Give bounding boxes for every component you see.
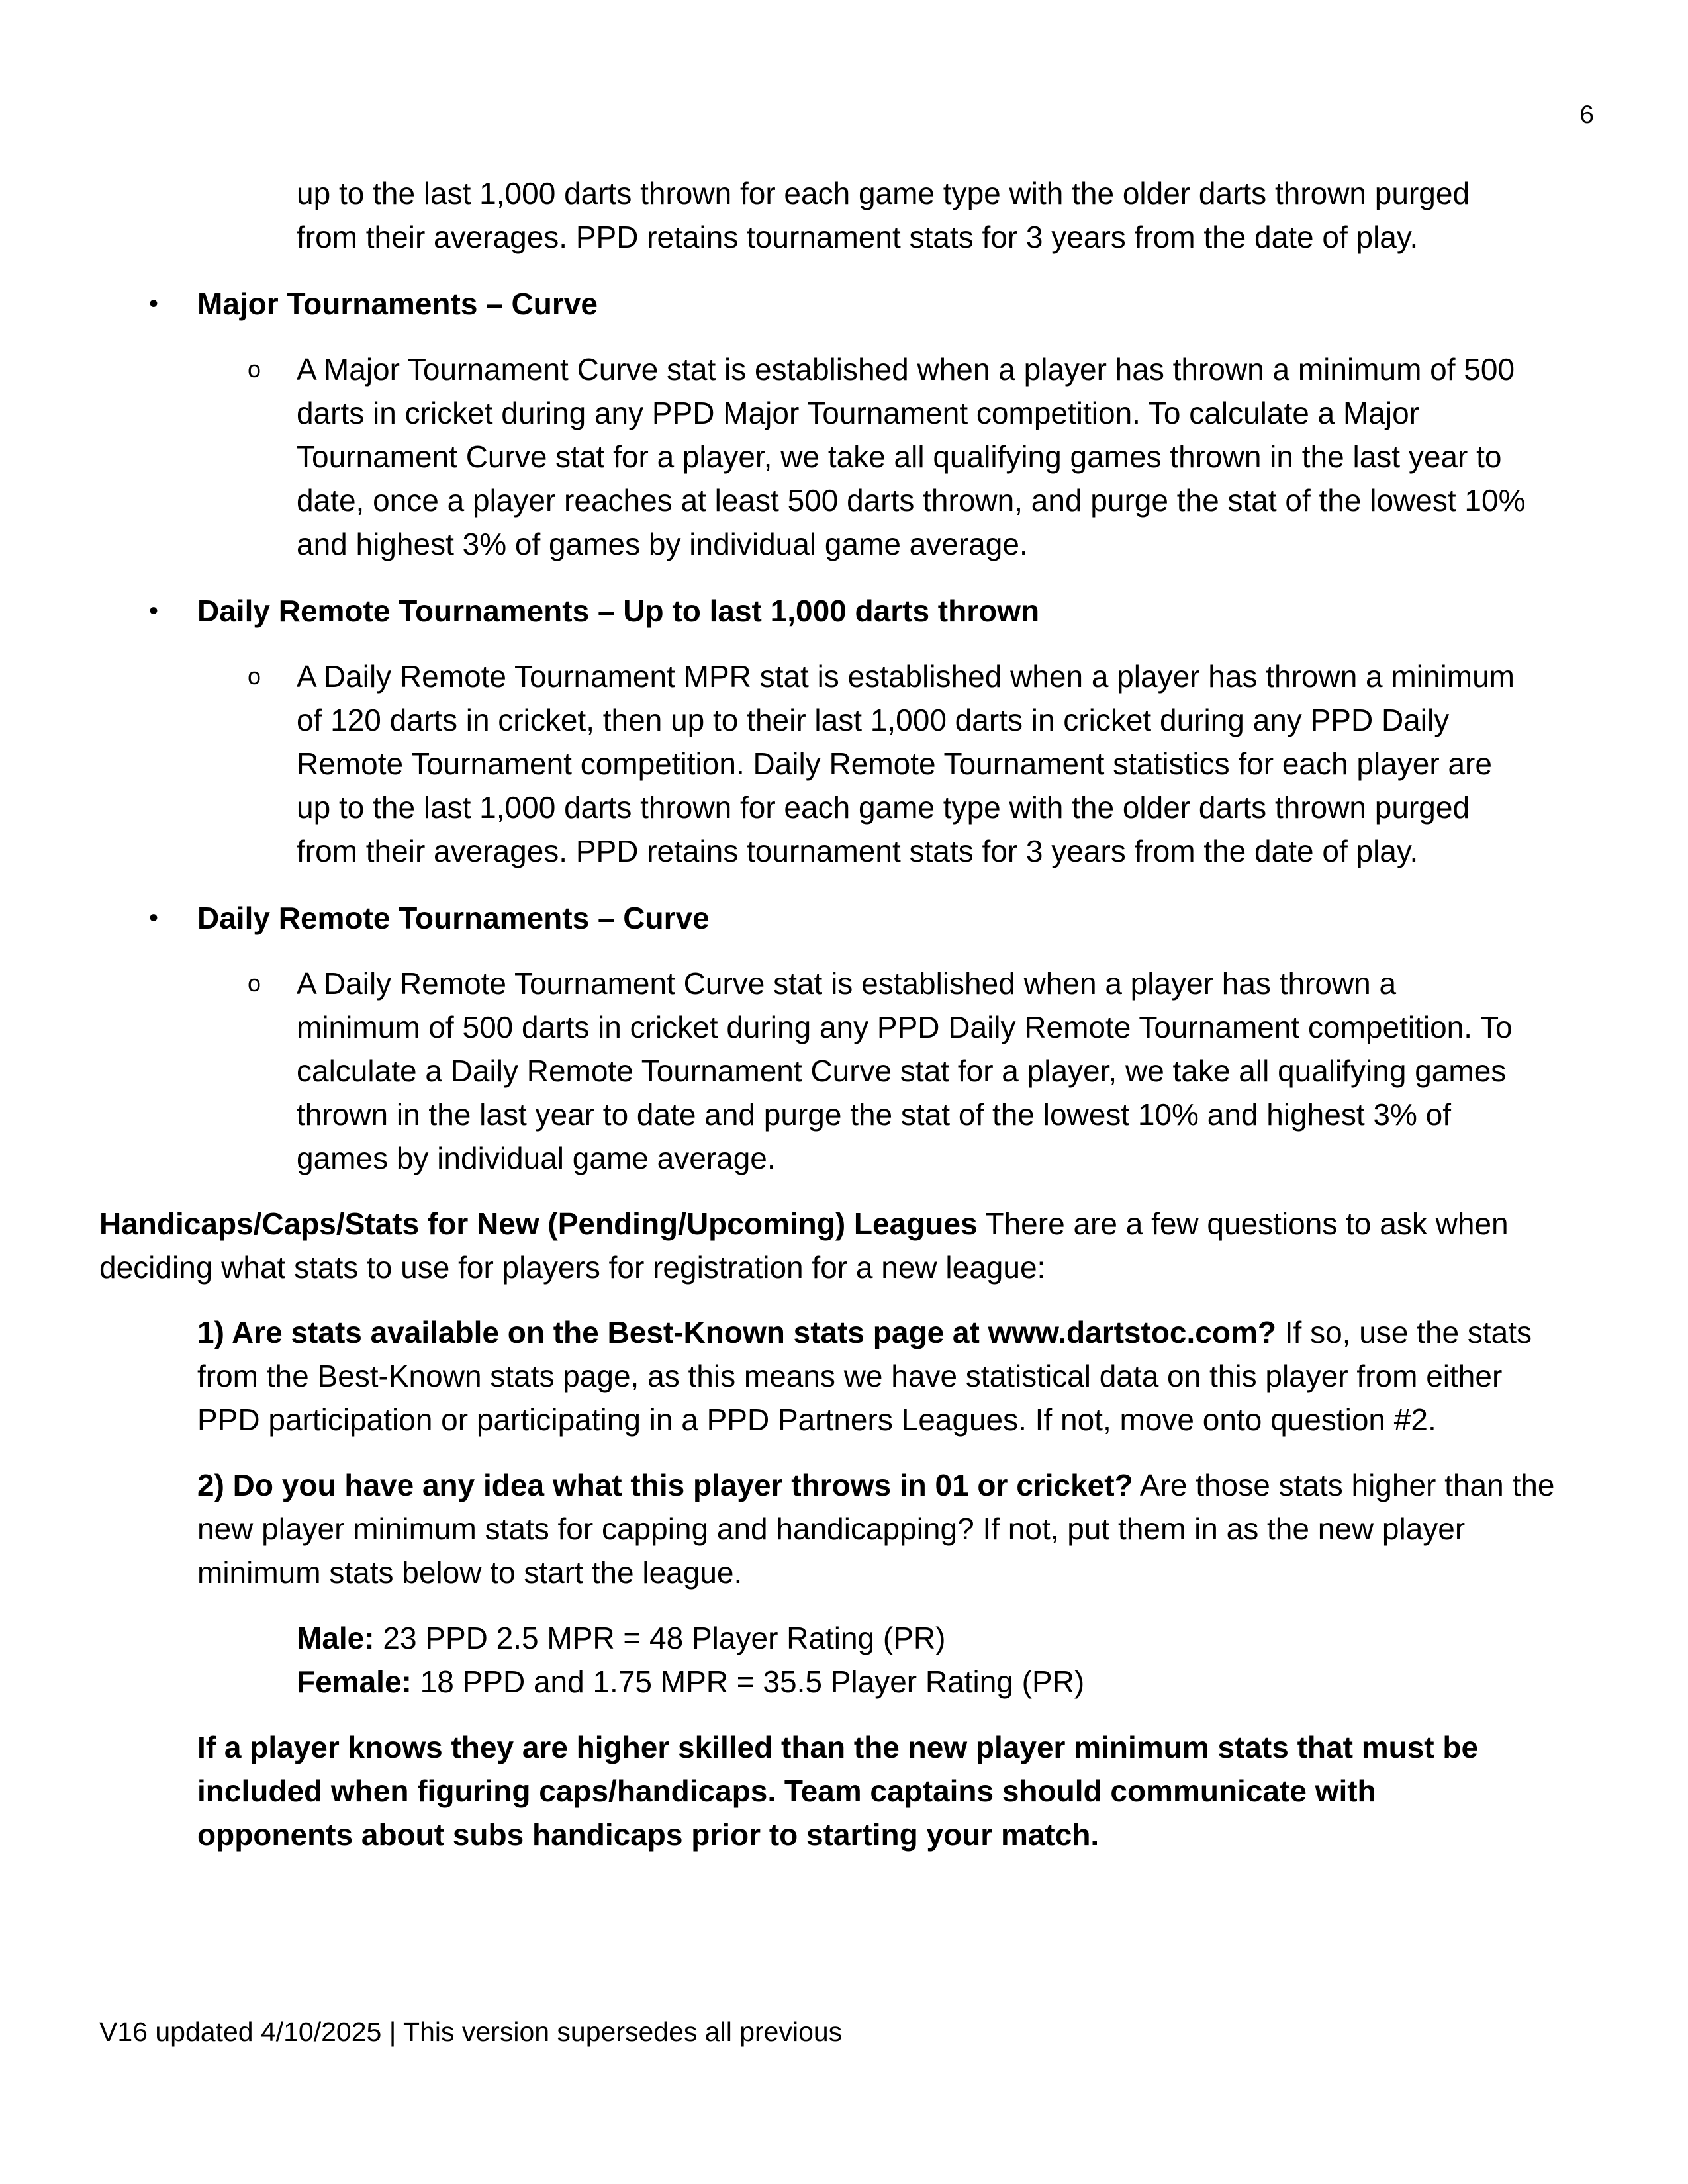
section-line: minimum of 500 darts in cricket during any PPD Daily Remote Tournament competition. To [297, 1010, 1513, 1044]
section-line: darts in cricket during any PPD Major Tournament competition. To calculate a Major [297, 396, 1419, 430]
question-1-line: from the Best-Known stats page, as this means we have statistical data on this player from either [197, 1359, 1503, 1393]
section-heading [197, 589, 1039, 633]
handicaps-line: deciding what stats to use for players for registration for a new league: [99, 1250, 1046, 1285]
section-line: date, once a player reaches at least 500 darts thrown, and purge the stat of the lowest 10% [297, 483, 1526, 518]
female-value: 18 PPD and 1.75 MPR = 35.5 Player Rating (PR) [411, 1664, 1085, 1699]
bullet-icon: • [149, 289, 159, 318]
section-line: of 120 darts in cricket, then up to their last 1,000 darts in cricket during any PPD Daily [297, 703, 1450, 737]
female-minimum [297, 1660, 1084, 1704]
section-line: up to the last 1,000 darts thrown for each game type with the older darts thrown purged [297, 790, 1470, 825]
handicaps-paragraph [99, 1202, 1509, 1246]
section-line: A Daily Remote Tournament MPR stat is established when a player has thrown a minimum [297, 659, 1515, 694]
question-2-line: minimum stats below to start the league. [197, 1555, 743, 1590]
note-line: included when figuring caps/handicaps. Team captains should communicate with [197, 1774, 1376, 1808]
section-heading-text: Daily Remote Tournaments – Curve [197, 901, 710, 935]
question-2-text: Are those stats higher than the [1133, 1468, 1555, 1502]
section-line: A Daily Remote Tournament Curve stat is established when a player has thrown a [297, 966, 1397, 1001]
section-heading-text: Daily Remote Tournaments – Up to last 1,000 darts thrown [197, 594, 1040, 628]
question-2-line: new player minimum stats for capping and handicapping? If not, put them in as the new player [197, 1512, 1466, 1546]
section-line: thrown in the last year to date and purge the stat of the lowest 10% and highest 3% of [297, 1097, 1452, 1132]
female-label: Female: [297, 1664, 412, 1699]
section-heading [197, 896, 710, 940]
section-line: and highest 3% of games by individual game average. [297, 527, 1028, 561]
note-line: If a player knows they are higher skilled than the new player minimum stats that must be [197, 1730, 1479, 1764]
circle-bullet-icon: o [248, 662, 261, 690]
intro-line: from their averages. PPD retains tournament stats for 3 years from the date of play. [297, 220, 1419, 254]
circle-bullet-icon: o [248, 355, 261, 383]
section-line: Tournament Curve stat for a player, we take all qualifying games thrown in the last year to [297, 439, 1502, 474]
question-1-line: PPD participation or participating in a PPD Partners Leagues. If not, move onto question #2. [197, 1402, 1436, 1437]
male-value: 23 PPD 2.5 MPR = 48 Player Rating (PR) [374, 1621, 946, 1655]
question-1 [197, 1310, 1532, 1354]
footer: V16 updated 4/10/2025 | This version supersedes all previous [99, 2017, 843, 2047]
question-1-text: If so, use the stats [1276, 1315, 1532, 1349]
male-label: Male: [297, 1621, 375, 1655]
bullet-icon: • [149, 596, 159, 625]
section-line: games by individual game average. [297, 1141, 776, 1175]
section-line: Remote Tournament competition. Daily Remote Tournament statistics for each player are [297, 747, 1492, 781]
handicaps-heading: Handicaps/Caps/Stats for New (Pending/Upcoming) Leagues [99, 1206, 978, 1241]
section-heading [197, 282, 598, 326]
male-minimum [297, 1616, 945, 1660]
bullet-icon: • [149, 903, 159, 933]
page-number: 6 [1579, 101, 1594, 129]
question-2 [197, 1463, 1554, 1507]
section-line: calculate a Daily Remote Tournament Curve stat for a player, we take all qualifying games [297, 1054, 1507, 1088]
section-heading-text: Major Tournaments – Curve [197, 287, 598, 321]
question-1-bold: 1) Are stats available on the Best-Known stats page at www.dartstoc.com? [197, 1315, 1276, 1349]
intro-line: up to the last 1,000 darts thrown for each game type with the older darts thrown purged [297, 176, 1470, 210]
section-line: from their averages. PPD retains tournament stats for 3 years from the date of play. [297, 834, 1419, 868]
circle-bullet-icon: o [248, 970, 261, 997]
section-line: A Major Tournament Curve stat is established when a player has thrown a minimum of 500 [297, 352, 1515, 387]
question-2-bold: 2) Do you have any idea what this player throws in 01 or cricket? [197, 1468, 1133, 1502]
note-line: opponents about subs handicaps prior to starting your match. [197, 1817, 1100, 1852]
handicaps-text: There are a few questions to ask when [977, 1206, 1509, 1241]
